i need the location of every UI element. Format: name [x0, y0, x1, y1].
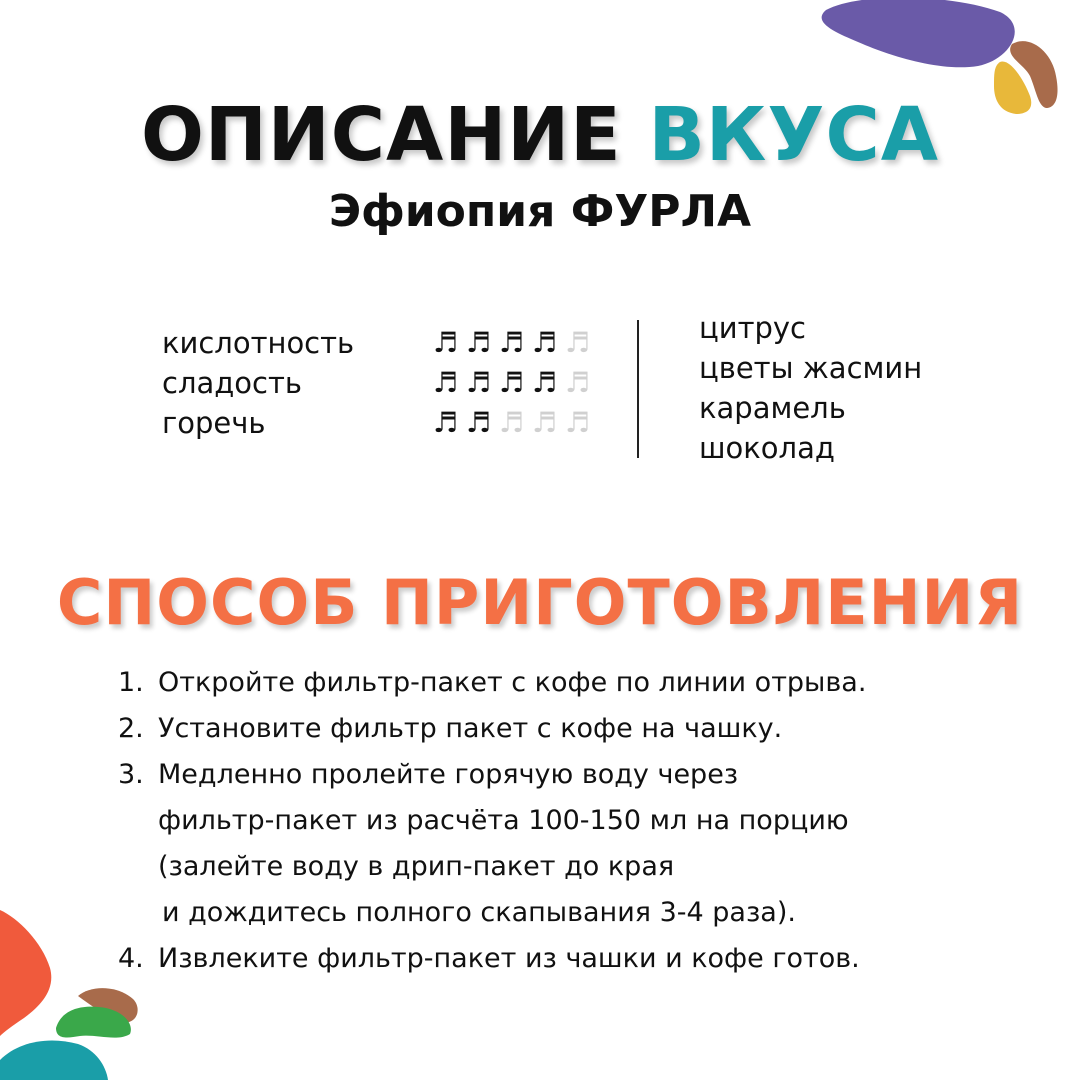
- step-number: 2.: [118, 713, 144, 744]
- step-text: Извлеките фильтр-пакет из чашки и кофе готов.: [158, 943, 860, 974]
- step-item: [118, 706, 1038, 752]
- coffee-name: Эфиопия ФУРЛА: [328, 186, 752, 237]
- steps-list: [118, 660, 1038, 982]
- purple-blob-shape: [822, 0, 1015, 67]
- step-item: [118, 660, 1038, 706]
- note-filled-icon: ♬: [531, 366, 558, 399]
- step-text: Медленно пролейте горячую воду через: [158, 759, 739, 790]
- flavor-item: цветы жасмин: [699, 351, 923, 385]
- attribute-label: горечь: [162, 406, 266, 440]
- note-empty-icon: ♬: [531, 406, 558, 439]
- page-title: [0, 92, 1080, 178]
- attribute-row: [162, 364, 602, 404]
- note-filled-icon: ♬: [432, 366, 459, 399]
- rating-notes: [430, 366, 593, 400]
- step-number: 3.: [118, 759, 144, 790]
- flavor-list: [699, 308, 922, 468]
- step-item: [118, 936, 1038, 982]
- flavor-item: шоколад: [699, 431, 835, 465]
- attribute-label: сладость: [162, 366, 302, 400]
- orange-blob-shape: [0, 910, 51, 1036]
- step-text: Откройте фильтр-пакет с кофе по линии отрыва.: [158, 667, 867, 698]
- note-filled-icon: ♬: [498, 366, 525, 399]
- note-filled-icon: ♬: [432, 326, 459, 359]
- method-title: СПОСОБ ПРИГОТОВЛЕНИЯ: [56, 566, 1024, 639]
- note-filled-icon: ♬: [465, 366, 492, 399]
- flavor-item: карамель: [699, 391, 846, 425]
- note-filled-icon: ♬: [465, 326, 492, 359]
- note-empty-icon: ♬: [564, 326, 591, 359]
- step-text: фильтр-пакет из расчёта 100-150 мл на порцию: [158, 805, 849, 836]
- note-empty-icon: ♬: [498, 406, 525, 439]
- note-filled-icon: ♬: [465, 406, 492, 439]
- step-number: 1.: [118, 667, 144, 698]
- vertical-divider: [637, 320, 639, 458]
- note-filled-icon: ♬: [432, 406, 459, 439]
- attribute-row: [162, 324, 602, 364]
- step-item: [118, 752, 1038, 936]
- taste-profile: [162, 324, 602, 444]
- attribute-label: кислотность: [162, 326, 355, 360]
- rating-notes: [430, 406, 593, 440]
- note-filled-icon: ♬: [531, 326, 558, 359]
- rating-notes: [430, 326, 593, 360]
- step-number: 4.: [118, 943, 144, 974]
- attribute-row: [162, 404, 602, 444]
- teal-blob-shape: [0, 1041, 108, 1080]
- note-empty-icon: ♬: [564, 366, 591, 399]
- title-part-main: ОПИСАНИЕ: [140, 92, 622, 178]
- flavor-item: цитрус: [699, 311, 806, 345]
- step-text: Установите фильтр пакет с кофе на чашку.: [158, 713, 783, 744]
- note-empty-icon: ♬: [564, 406, 591, 439]
- title-part-accent: ВКУСА: [648, 92, 940, 178]
- step-text: (залейте воду в дрип-пакет до края: [158, 851, 675, 882]
- step-text: и дождитесь полного скапывания 3-4 раза).: [162, 897, 796, 928]
- note-filled-icon: ♬: [498, 326, 525, 359]
